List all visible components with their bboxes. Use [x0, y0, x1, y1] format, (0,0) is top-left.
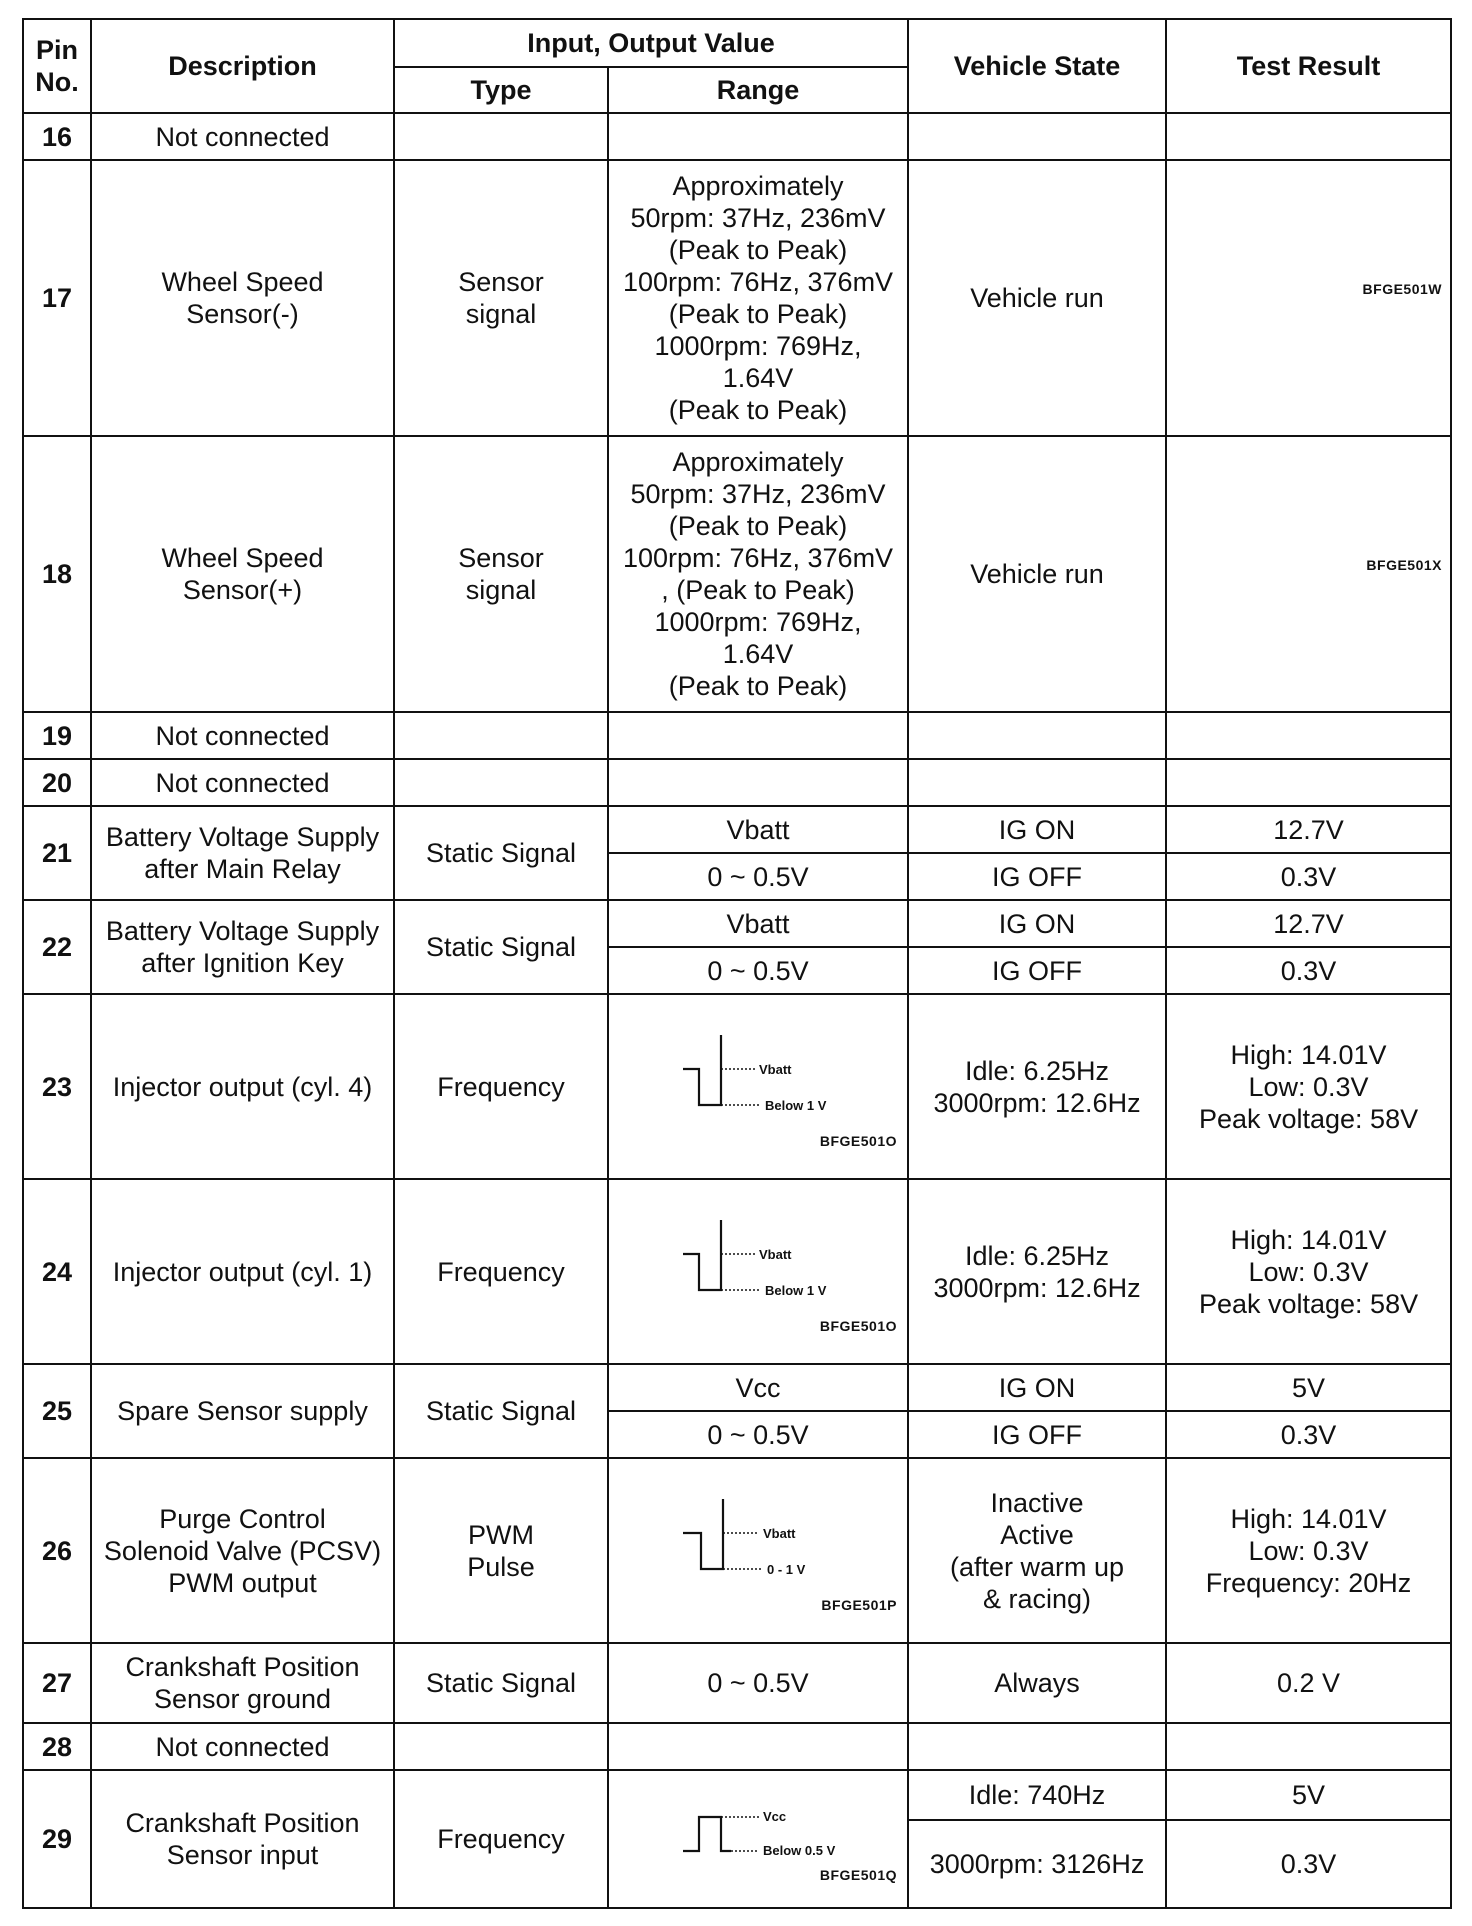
signal-type: Frequency	[394, 1770, 608, 1908]
value-range: 0 ~ 0.5V	[608, 947, 908, 994]
test-result: High: 14.01V Low: 0.3V Peak voltage: 58V	[1166, 994, 1451, 1179]
injector-waveform-diagram	[663, 1025, 853, 1125]
value-range: Vcc	[608, 1364, 908, 1411]
figure-code: BFGE501O	[819, 1132, 898, 1149]
description: Purge Control Solenoid Valve (PCSV) PWM output	[91, 1458, 394, 1643]
description: Not connected	[91, 712, 394, 759]
signal-type: Sensor signal	[394, 436, 608, 712]
description: Battery Voltage Supply after Main Relay	[91, 806, 394, 900]
vehicle-state: Idle: 740Hz	[908, 1770, 1166, 1820]
wave-low-label: Below 0.5 V	[763, 1843, 836, 1858]
signal-type: Frequency	[394, 1179, 608, 1364]
table-row	[23, 994, 1451, 1179]
table-row	[23, 1770, 1451, 1820]
table-row	[23, 436, 1451, 712]
vehicle-state: Vehicle run	[908, 160, 1166, 436]
signal-type: Static Signal	[394, 1364, 608, 1458]
test-result: 0.3V	[1166, 1411, 1451, 1458]
test-result	[1166, 160, 1451, 436]
description: Wheel Speed Sensor(+)	[91, 436, 394, 712]
vehicle-state: IG ON	[908, 806, 1166, 853]
vehicle-state: IG ON	[908, 900, 1166, 947]
header-vehicle-state: Vehicle State	[908, 19, 1166, 113]
signal-type: Static Signal	[394, 900, 608, 994]
description: Not connected	[91, 1723, 394, 1770]
wave-high-label: Vbatt	[759, 1246, 792, 1262]
value-range: Vbatt	[608, 900, 908, 947]
vehicle-state: Idle: 6.25Hz 3000rpm: 12.6Hz	[908, 1179, 1166, 1364]
pin-number: 27	[23, 1643, 91, 1723]
test-result: 5V	[1166, 1770, 1451, 1820]
value-range: Approximately 50rpm: 37Hz, 236mV (Peak to Peak) 100rpm: 76Hz, 376mV , (Peak to Peak) 1000rpm: 769Hz, 1.64V (Peak to Peak)	[608, 436, 908, 712]
test-result: 12.7V	[1166, 900, 1451, 947]
figure-code: BFGE501Q	[819, 1867, 898, 1883]
header-range: Range	[608, 67, 908, 113]
pin-number: 21	[23, 806, 91, 900]
signal-type: Frequency	[394, 994, 608, 1179]
waveform-cell	[608, 994, 908, 1179]
table-row	[23, 1458, 1451, 1643]
table-row	[23, 1643, 1451, 1723]
table-row	[23, 113, 1451, 160]
vehicle-state: IG ON	[908, 1364, 1166, 1411]
figure-code: BFGE501X	[1366, 557, 1443, 573]
pin-spec-table	[22, 18, 1452, 1909]
pwm-waveform-diagram	[663, 1489, 853, 1589]
waveform-cell	[608, 1458, 908, 1643]
wave-low-label: 0 - 1 V	[767, 1561, 806, 1577]
description: Not connected	[91, 113, 394, 160]
vehicle-state: Idle: 6.25Hz 3000rpm: 12.6Hz	[908, 994, 1166, 1179]
header-io-value: Input, Output Value	[394, 19, 908, 67]
test-result: 0.3V	[1166, 853, 1451, 900]
signal-type: Static Signal	[394, 806, 608, 900]
injector-waveform-diagram	[663, 1210, 853, 1310]
pin-number: 16	[23, 113, 91, 160]
pin-number: 19	[23, 712, 91, 759]
table-row	[23, 759, 1451, 806]
wave-high-label: Vcc	[763, 1809, 787, 1824]
value-range: Vbatt	[608, 806, 908, 853]
pin-number: 24	[23, 1179, 91, 1364]
pin-number: 18	[23, 436, 91, 712]
wave-high-label: Vbatt	[759, 1061, 792, 1077]
figure-code: BFGE501P	[821, 1596, 898, 1613]
value-range: 0 ~ 0.5V	[608, 1643, 908, 1723]
pin-number: 26	[23, 1458, 91, 1643]
test-result: 0.3V	[1166, 1820, 1451, 1908]
pin-number: 28	[23, 1723, 91, 1770]
pin-number: 22	[23, 900, 91, 994]
description: Injector output (cyl. 1)	[91, 1179, 394, 1364]
vehicle-state: Vehicle run	[908, 436, 1166, 712]
vehicle-state: Inactive Active (after warm up & racing)	[908, 1458, 1166, 1643]
figure-code: BFGE501O	[819, 1317, 898, 1334]
table-row	[23, 1364, 1451, 1411]
test-result: High: 14.01V Low: 0.3V Frequency: 20Hz	[1166, 1458, 1451, 1643]
wave-low-label: Below 1 V	[765, 1282, 827, 1298]
test-result: 0.3V	[1166, 947, 1451, 994]
figure-code: BFGE501W	[1362, 281, 1443, 297]
header-description: Description	[91, 19, 394, 113]
pin-number: 25	[23, 1364, 91, 1458]
header-pin-no: Pin No.	[23, 19, 91, 113]
value-range: 0 ~ 0.5V	[608, 853, 908, 900]
table-row	[23, 160, 1451, 436]
waveform-cell	[608, 1179, 908, 1364]
pin-number: 23	[23, 994, 91, 1179]
table-row	[23, 1723, 1451, 1770]
description: Crankshaft Position Sensor input	[91, 1770, 394, 1908]
vehicle-state: IG OFF	[908, 1411, 1166, 1458]
pin-number: 29	[23, 1770, 91, 1908]
wave-low-label: Below 1 V	[765, 1097, 827, 1113]
table-row	[23, 806, 1451, 853]
test-result: 0.2 V	[1166, 1643, 1451, 1723]
pin-spec-sheet	[22, 18, 1450, 1909]
test-result	[1166, 436, 1451, 712]
header-type: Type	[394, 67, 608, 113]
value-range: 0 ~ 0.5V	[608, 1411, 908, 1458]
description: Spare Sensor supply	[91, 1364, 394, 1458]
pin-number: 17	[23, 160, 91, 436]
vehicle-state: 3000rpm: 3126Hz	[908, 1820, 1166, 1908]
description: Crankshaft Position Sensor ground	[91, 1643, 394, 1723]
waveform-cell	[608, 1770, 908, 1908]
pin-number: 20	[23, 759, 91, 806]
signal-type: Sensor signal	[394, 160, 608, 436]
vehicle-state: Always	[908, 1643, 1166, 1723]
table-row	[23, 900, 1451, 947]
description: Not connected	[91, 759, 394, 806]
description: Injector output (cyl. 4)	[91, 994, 394, 1179]
description: Battery Voltage Supply after Ignition Key	[91, 900, 394, 994]
vehicle-state: IG OFF	[908, 853, 1166, 900]
test-result: 12.7V	[1166, 806, 1451, 853]
wave-high-label: Vbatt	[763, 1525, 796, 1541]
value-range: Approximately 50rpm: 37Hz, 236mV (Peak to Peak) 100rpm: 76Hz, 376mV (Peak to Peak) 1000rpm: 769Hz, 1.64V (Peak to Peak)	[608, 160, 908, 436]
crank-waveform-diagram	[663, 1795, 853, 1865]
signal-type: Static Signal	[394, 1643, 608, 1723]
table-row	[23, 1179, 1451, 1364]
description: Wheel Speed Sensor(-)	[91, 160, 394, 436]
vehicle-state: IG OFF	[908, 947, 1166, 994]
header-row	[23, 19, 1451, 67]
header-test-result: Test Result	[1166, 19, 1451, 113]
test-result: 5V	[1166, 1364, 1451, 1411]
table-row	[23, 712, 1451, 759]
signal-type: PWM Pulse	[394, 1458, 608, 1643]
test-result: High: 14.01V Low: 0.3V Peak voltage: 58V	[1166, 1179, 1451, 1364]
